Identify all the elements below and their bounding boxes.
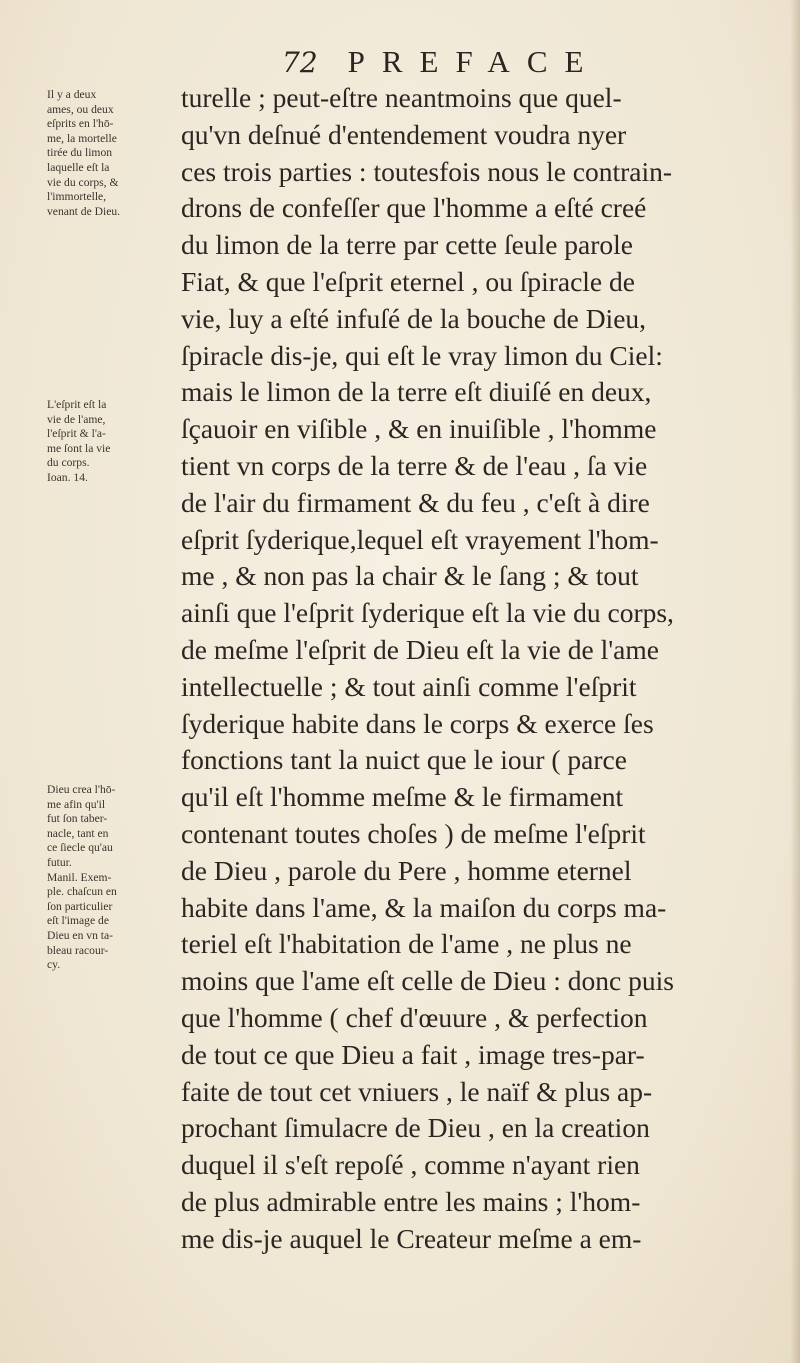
text-line: prochant ſimulacre de Dieu , en la creation bbox=[181, 1112, 650, 1144]
text-line: moins que l'ame eſt celle de Dieu : donc puis bbox=[181, 965, 674, 997]
margin-note-line: futur. bbox=[47, 855, 72, 869]
text-line: mais le limon de la terre eſt diuiſé en deux, bbox=[181, 376, 652, 408]
text-line: ainſi que l'eſprit ſyderique eſt la vie du corps, bbox=[181, 597, 674, 629]
margin-note-line: du corps. bbox=[47, 456, 90, 470]
text-line: intellectuelle ; & tout ainſi comme l'eſprit bbox=[181, 670, 637, 702]
text-line: que l'homme ( chef d'œuure , & perfection bbox=[181, 1001, 648, 1033]
text-line: teriel eſt l'habitation de l'ame , ne plus ne bbox=[181, 928, 632, 960]
text-line: de l'air du firmament & du feu , c'eſt à dire bbox=[181, 486, 650, 518]
text-line: me dis-je auquel le Createur meſme a em- bbox=[181, 1222, 642, 1254]
margin-note-line: ce ſiecle qu'au bbox=[47, 841, 113, 855]
margin-note-line: l'eſprit & l'a- bbox=[47, 427, 106, 441]
page-edge-shadow bbox=[790, 0, 800, 1363]
text-line: turelle ; peut-eſtre neantmoins que quel- bbox=[181, 82, 622, 113]
text-line: de plus admirable entre les mains ; l'hom- bbox=[181, 1185, 641, 1217]
margin-note-spirit-life bbox=[47, 398, 179, 486]
body-text bbox=[181, 80, 793, 1258]
text-line: ſpiracle dis-je, qui eſt le vray limon du Ciel: bbox=[181, 339, 663, 371]
margin-note-line: ple. chaſcun en bbox=[47, 885, 117, 899]
text-line: duquel il s'eſt repoſé , comme n'ayant rien bbox=[181, 1149, 640, 1181]
margin-note-line: vie du corps, & bbox=[47, 175, 119, 189]
text-line: habite dans l'ame, & la maiſon du corps ma- bbox=[181, 891, 667, 923]
text-line: tient vn corps de la terre & de l'eau , ſa vie bbox=[181, 449, 648, 481]
margin-note-line: Il y a deux bbox=[47, 88, 97, 101]
margin-note-line: me, la mortelle bbox=[47, 131, 117, 145]
text-line: contenant toutes choſes ) de meſme l'eſprit bbox=[181, 817, 646, 849]
text-line: de tout ce que Dieu a fait , image tres-par- bbox=[181, 1038, 645, 1070]
running-title: PREFACE bbox=[347, 44, 601, 79]
margin-note-line: vie de l'ame, bbox=[47, 412, 106, 426]
margin-note-line: Manil. Exem- bbox=[47, 870, 112, 884]
margin-note-line: tirée du limon bbox=[47, 146, 113, 160]
margin-note-line: ames, ou deux bbox=[47, 102, 114, 116]
margin-note-line: fut ſon taber- bbox=[47, 812, 108, 826]
margin-note-line: eſt l'image de bbox=[47, 914, 109, 928]
text-line: qu'vn deſnué d'entendement voudra nyer bbox=[181, 118, 627, 150]
margin-note-line: l'immortelle, bbox=[47, 190, 107, 204]
margin-note-line: me afin qu'il bbox=[47, 797, 106, 811]
margin-note-line: Ioan. 14. bbox=[47, 470, 88, 484]
margin-note-two-souls bbox=[47, 88, 179, 219]
margin-note-line: Dieu en vn ta- bbox=[47, 928, 113, 942]
text-line: de Dieu , parole du Pere , homme eternel bbox=[181, 854, 632, 886]
margin-note-tabernacle bbox=[47, 783, 179, 973]
margin-note-line: Dieu crea l'hō- bbox=[47, 783, 116, 796]
text-line: faite de tout cet vniuers , le naïf & plus ap- bbox=[181, 1075, 653, 1107]
page-number: 72 bbox=[282, 46, 318, 79]
margin-note-line: me ſont la vie bbox=[47, 441, 111, 455]
text-line: me , & non pas la chair & le ſang ; & tout bbox=[181, 560, 639, 592]
text-line: ces trois parties : toutesfois nous le contrain- bbox=[181, 155, 673, 187]
text-line: de meſme l'eſprit de Dieu eſt la vie de l'ame bbox=[181, 633, 659, 665]
margin-note-line: venant de Dieu. bbox=[47, 204, 121, 218]
text-line: vie, luy a eſté infuſé de la bouche de Dieu, bbox=[181, 302, 647, 334]
page-header bbox=[282, 44, 600, 84]
text-line: drons de confeſſer que l'homme a eſté creé bbox=[181, 192, 647, 224]
text-line: eſprit ſyderique,lequel eſt vrayement l'hom- bbox=[181, 523, 659, 555]
text-line: fonctions tant la nuict que le iour ( parce bbox=[181, 744, 627, 776]
margin-note-line: cy. bbox=[47, 958, 61, 972]
margin-note-line: ſon particulier bbox=[47, 899, 113, 913]
margin-note-line: L'eſprit eſt la bbox=[47, 398, 107, 411]
text-line: ſyderique habite dans le corps & exerce ſes bbox=[181, 707, 654, 739]
margin-note-line: nacle, tant en bbox=[47, 826, 109, 840]
margin-note-line: bleau racour- bbox=[47, 943, 109, 957]
margin-note-line: eſprits en l'hō- bbox=[47, 117, 114, 131]
text-line: ſçauoir en viſible , & en inuiſible , l'homme bbox=[181, 413, 657, 445]
text-line: Fiat, & que l'eſprit eternel , ou ſpiracle de bbox=[181, 265, 635, 297]
margin-note-line: laquelle eſt la bbox=[47, 160, 110, 174]
text-line: qu'il eſt l'homme meſme & le firmament bbox=[181, 781, 624, 813]
text-line: du limon de la terre par cette ſeule parole bbox=[181, 229, 634, 261]
